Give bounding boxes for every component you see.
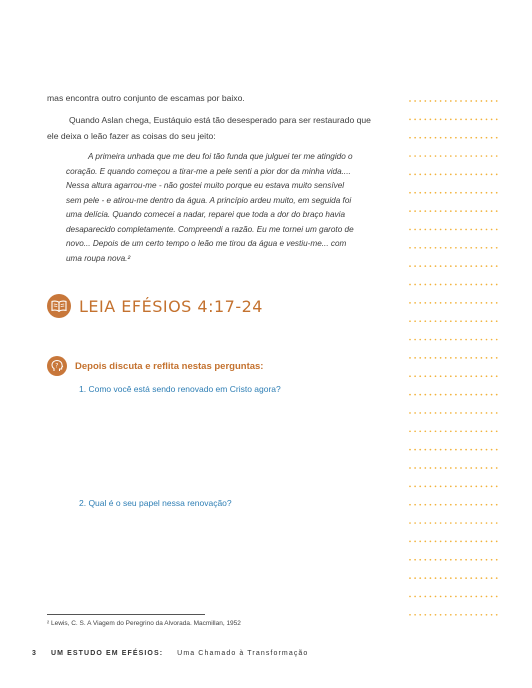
dotted-line [409,394,497,396]
paragraph-1: mas encontra outro conjunto de escamas por baixo. [47,93,245,103]
dotted-line [409,467,497,469]
question-1: 1. Como você está sendo renovado em Cristo agora? [79,384,281,394]
dotted-line [409,449,497,451]
dotted-line [409,596,497,598]
dotted-line [409,229,497,231]
series-subtitle: Uma Chamado à Transformação [177,650,309,657]
notes-dotted-lines [409,100,499,630]
dotted-line [409,559,497,561]
footnote: ² Lewis, C. S. A Viagem do Peregrino da Alvorada. Macmillan, 1952 [47,620,241,627]
quote-line: Nessa altura agarrou-me - não gostei muito porque eu estava muito sensível [66,181,345,190]
reading-title: LEIA EFÉSIOS 4:17-24 [79,296,263,316]
dotted-line [409,614,497,616]
dotted-line [409,430,497,432]
open-book-icon [47,294,71,318]
dotted-line [409,100,497,102]
quote-line: novo... Depois de um certo tempo o leão me tirou da água e vestiu-me... com [66,239,347,248]
discussion-heading [47,356,263,376]
footnote-divider [47,614,205,615]
dotted-line [409,192,497,194]
dotted-line [409,119,497,121]
dotted-line [409,541,497,543]
dotted-line [409,320,497,322]
quote-line: uma roupa nova.² [66,253,131,263]
quote-line: coração. E quando começou a tirar-me a pele senti a pior dor da minha vida.... [66,166,351,176]
series-title: UM ESTUDO EM EFÉSIOS: [51,650,164,657]
dotted-line [409,486,497,488]
dotted-line [409,174,497,176]
question-2: 2. Qual é o seu papel nessa renovação? [79,498,232,508]
dotted-line [409,155,497,157]
dotted-line [409,522,497,524]
dotted-line [409,504,497,506]
dotted-line [409,357,497,359]
dotted-line [409,210,497,212]
discussion-title: Depois discuta e reflita nestas perguntas: [75,360,264,372]
question-head-icon [47,356,67,376]
dotted-line [409,412,497,414]
paragraph-2-line-1: Quando Aslan chega, Eustáquio está tão desesperado para ser restaurado que [69,115,371,125]
dotted-line [409,577,497,579]
page-number: 3 [32,650,37,657]
quote-line: sem pele - e atirou-me dentro da água. A princípio ardeu muito, em seguida foi [66,195,352,205]
dotted-line [409,375,497,377]
paragraph-2-line-2: ele deixa o leão fazer as coisas do seu jeito: [47,131,216,141]
reading-heading [47,291,263,321]
dotted-line [409,339,497,341]
page-footer [32,650,308,657]
dotted-line [409,247,497,249]
dotted-line [409,284,497,286]
quote-line: desaparecido completamente. Compreendi a razão. Eu me tornei um garoto de [66,224,354,234]
dotted-line [409,137,497,139]
quote-line: A primeira unhada que me deu foi tão funda que julguei ter me atingido o [88,152,353,161]
dotted-line [409,265,497,267]
dotted-line [409,302,497,304]
quote-line: uma delícia. Quando comecei a nadar, reparei que toda a dor do braço havia [66,210,346,219]
svg-text:?: ? [55,362,59,370]
